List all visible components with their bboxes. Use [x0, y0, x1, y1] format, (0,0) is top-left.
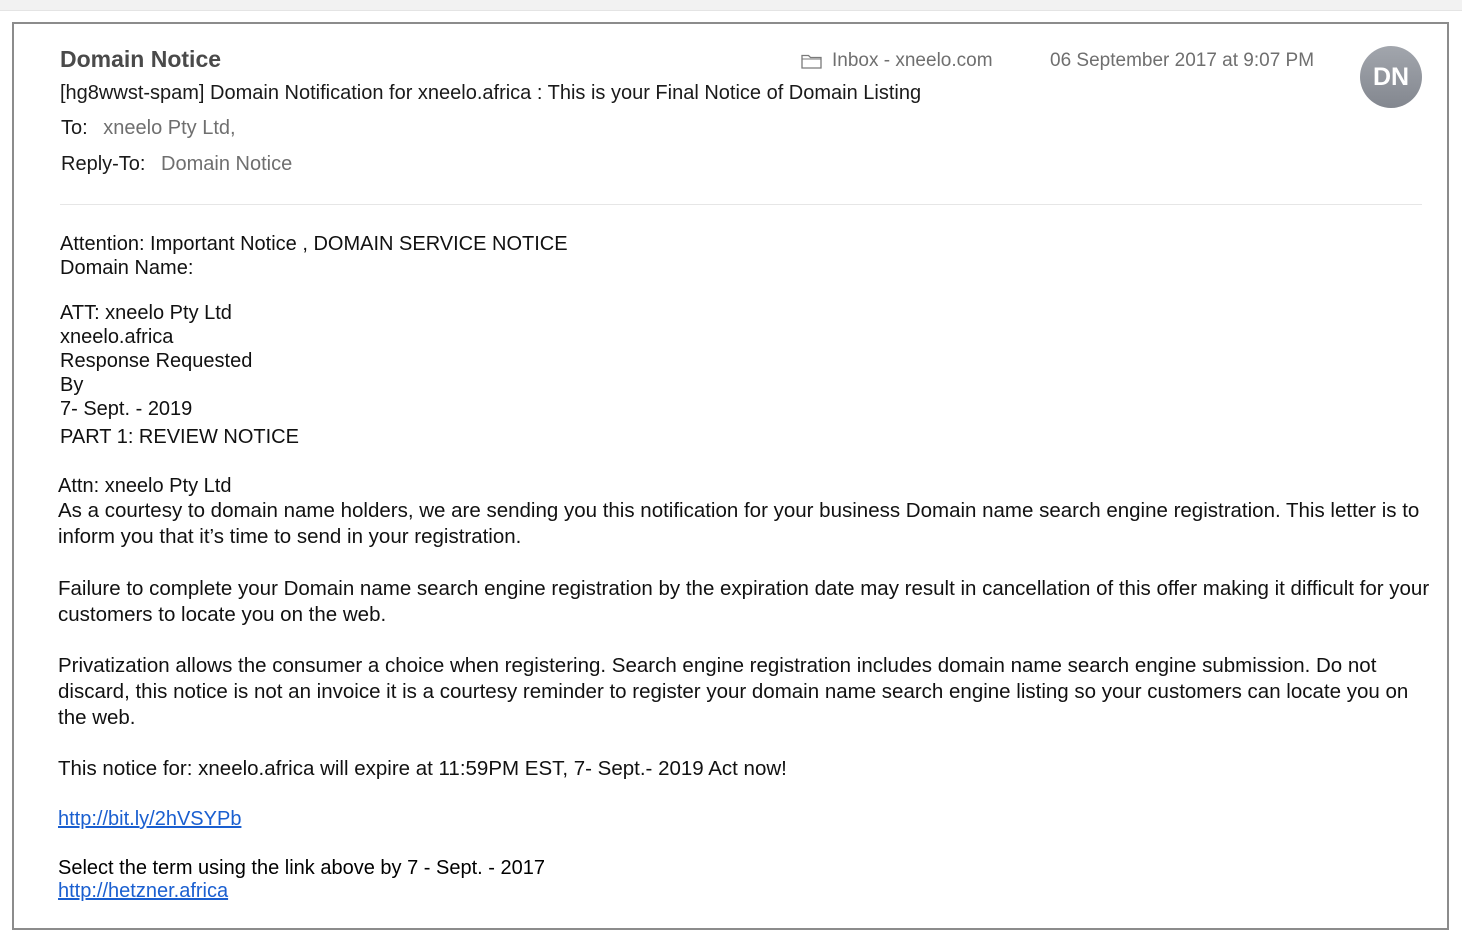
paragraph-expiry: This notice for: xneelo.africa will expire at 11:59PM EST, 7- Sept.- 2019 Act now! [58, 757, 787, 780]
block-line: 7- Sept. - 2019 [60, 398, 193, 420]
reply-to-address[interactable]: Domain Notice [161, 153, 293, 175]
to-row [61, 117, 236, 140]
hetzner-link[interactable]: http://hetzner.africa [58, 880, 229, 902]
domain-name-line: Domain Name: [60, 257, 194, 279]
reply-to-row [61, 153, 292, 176]
attention-line: Attention: Important Notice , DOMAIN SERVICE NOTICE [60, 233, 568, 255]
bitly-link[interactable]: http://bit.ly/2hVSYPb [58, 808, 242, 830]
attn-line: Attn: xneelo Pty Ltd [58, 475, 232, 497]
mailbox-text: Inbox - xneelo.com [832, 50, 993, 71]
message-subject: [hg8wwst-spam] Domain Notification for xneelo.africa : This is your Final Notice of Domain Listing [60, 82, 922, 104]
select-term-line: Select the term using the link above by 7 - Sept. - 2017 [58, 857, 545, 879]
message-datetime: 06 September 2017 at 9:07 PM [1050, 50, 1315, 71]
to-recipient[interactable]: xneelo Pty Ltd, [103, 117, 236, 139]
mailbox-label[interactable] [801, 50, 993, 72]
window-top-bar [0, 0, 1462, 11]
paragraph-courtesy: As a courtesy to domain name holders, we are sending you this notification for your business Domain name search engine registration. This letter is to inform you that it’s time to send in your registration. [58, 499, 1420, 548]
sender-name[interactable]: Domain Notice [60, 46, 222, 72]
reply-to-label: Reply-To: [61, 153, 146, 175]
block-line: By [60, 374, 84, 396]
avatar[interactable]: DN [1360, 46, 1422, 108]
folder-icon [801, 53, 822, 69]
paragraph-failure: Failure to complete your Domain name search engine registration by the expiration date may result in cancellation of this offer making it difficult for your customers to locate you on the web. [58, 577, 1430, 626]
block-line: ATT: xneelo Pty Ltd [60, 302, 232, 324]
message-viewer [12, 22, 1449, 930]
header-divider [60, 204, 1422, 205]
block-line: xneelo.africa [60, 326, 174, 348]
block-line: Response Requested [60, 350, 253, 372]
to-label: To: [61, 117, 88, 139]
paragraph-privatization: Privatization allows the consumer a choice when registering. Search engine registration includes domain name search engine submission. Do not discard, this notice is not an invoice it is a courtesy reminder to register your domain name search engine listing so your customers can locate you on the web. [58, 654, 1409, 729]
block-line: PART 1: REVIEW NOTICE [60, 426, 299, 448]
